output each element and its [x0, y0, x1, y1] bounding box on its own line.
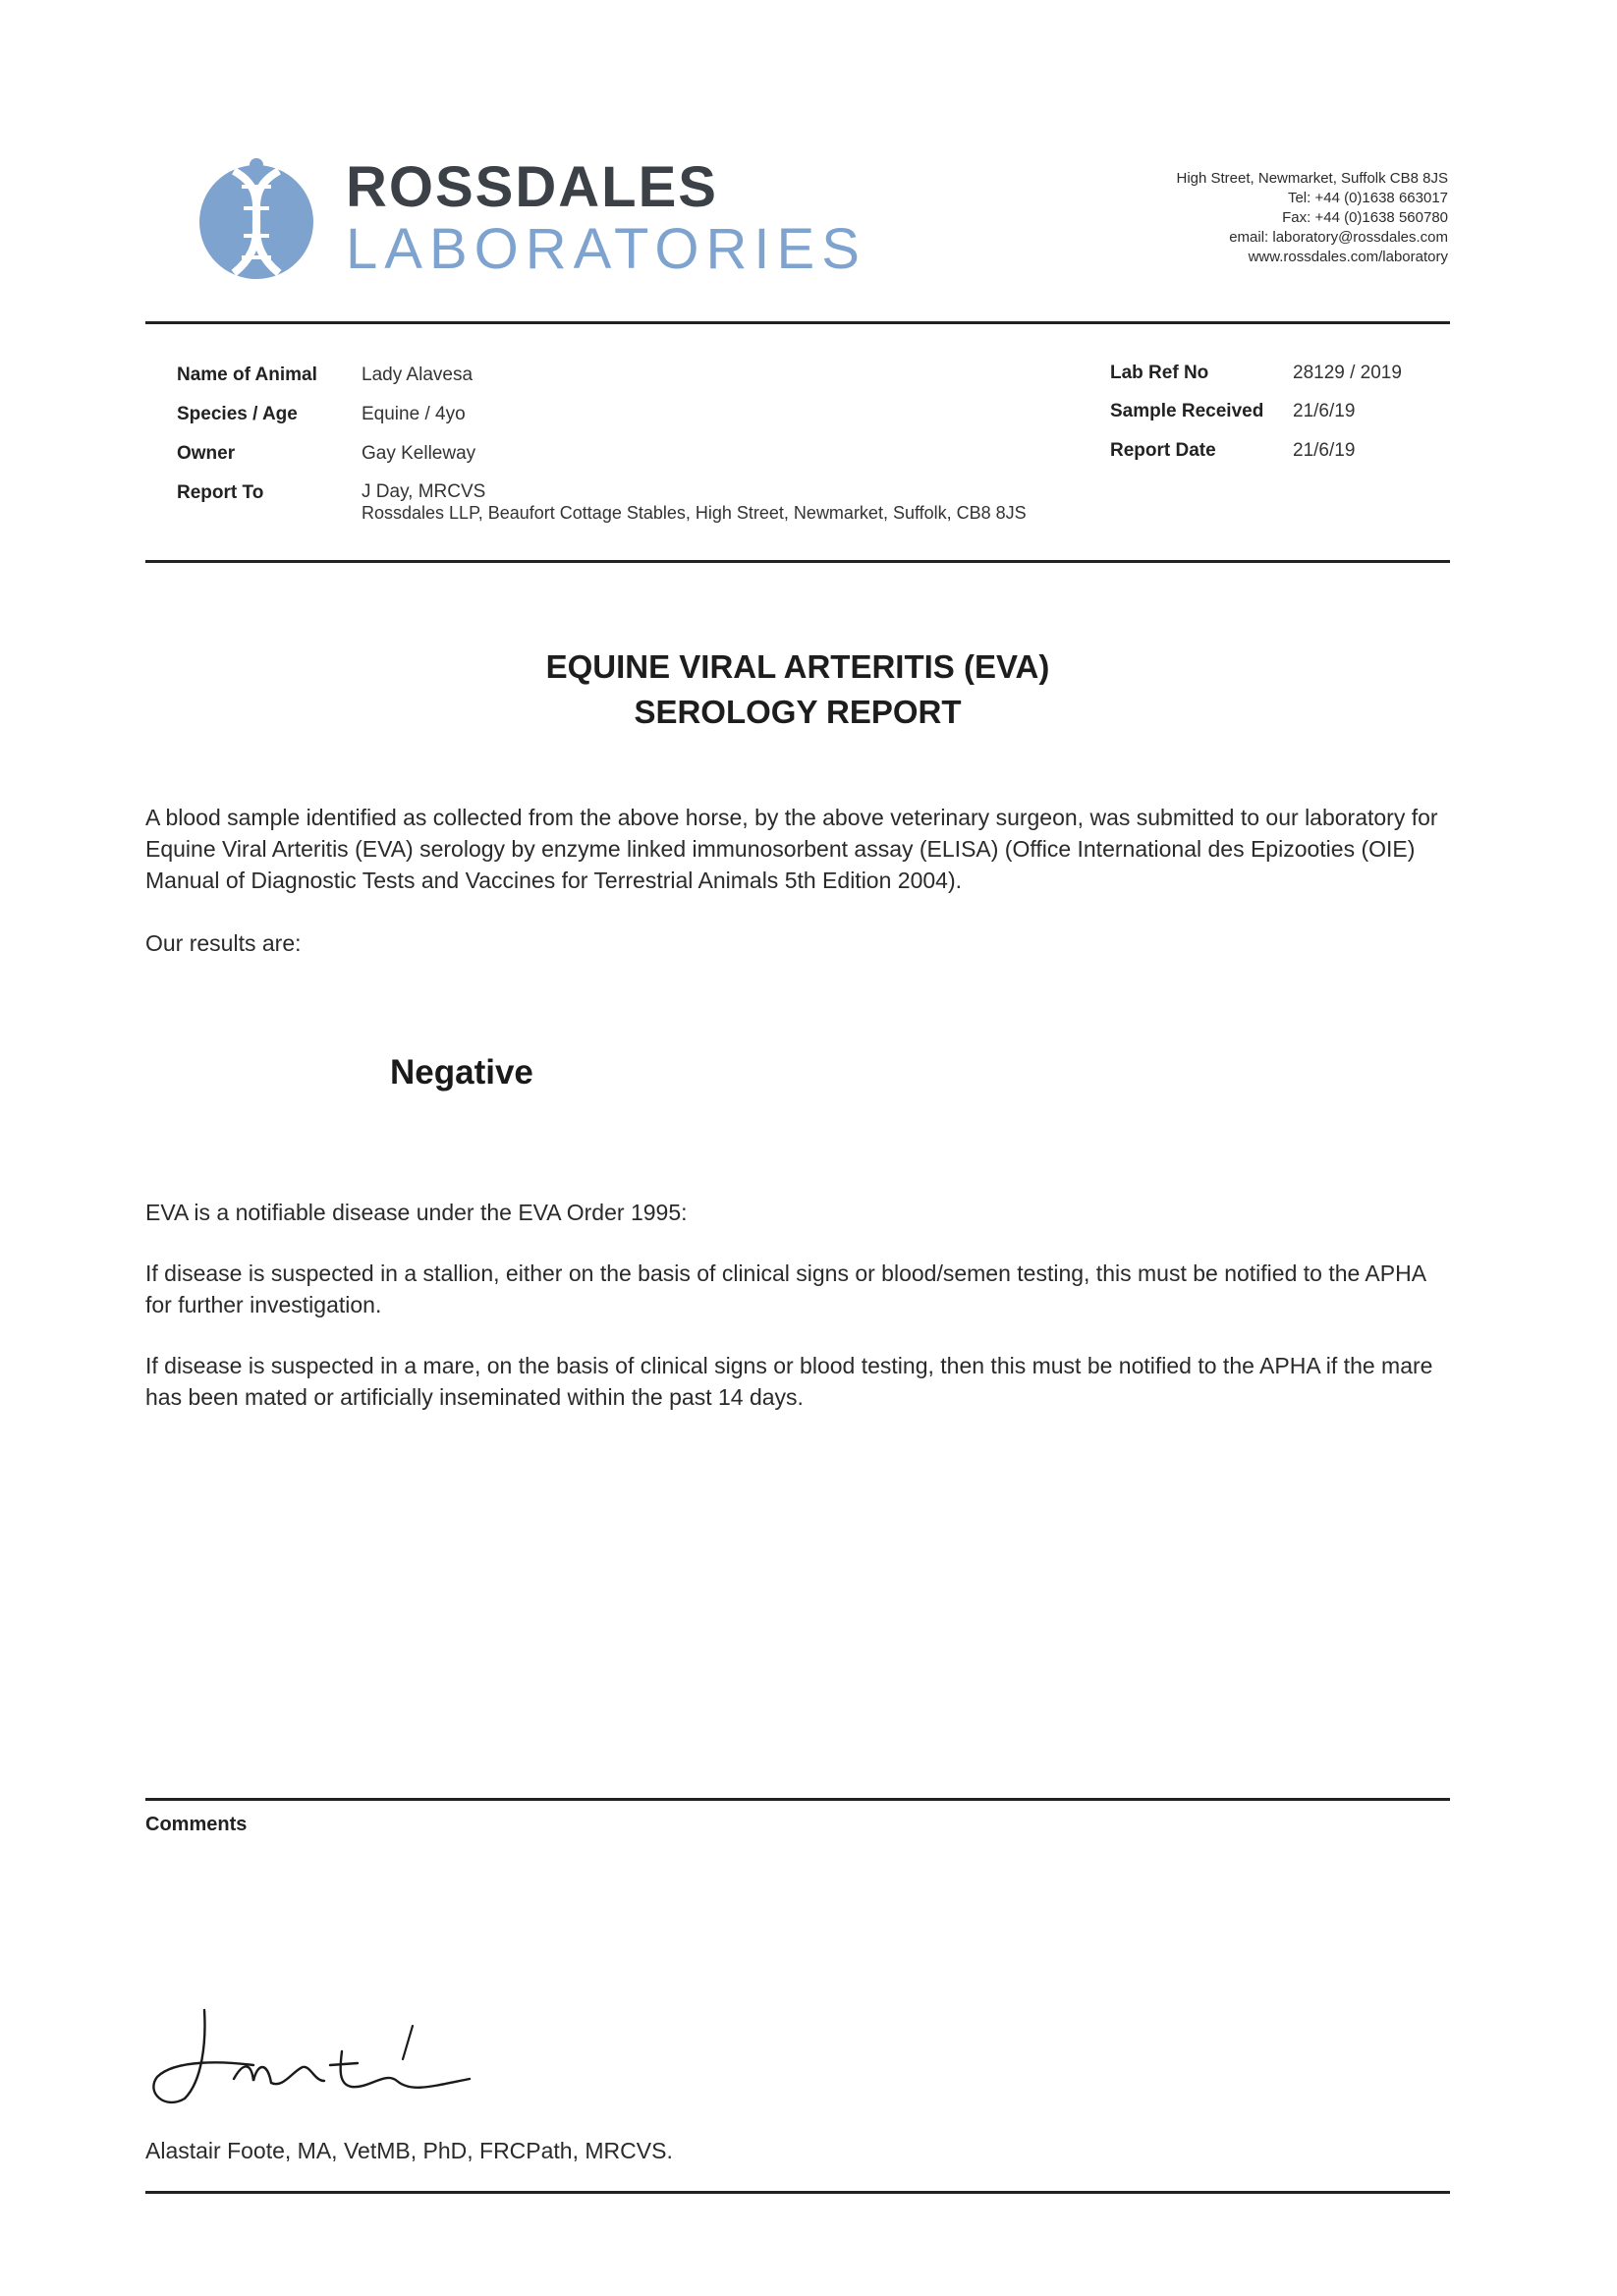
results-lead: Our results are: [145, 930, 302, 956]
notifiable-notice: EVA is a notifiable disease under the EVA Order 1995: [145, 1200, 688, 1225]
name-label: Name of Animal [177, 364, 317, 385]
report-date-label: Report Date [1110, 440, 1216, 461]
brand-name: ROSSDALES [346, 155, 718, 219]
mare-note: If disease is suspected in a mare, on the basis of clinical signs or blood testing, then this must be notified to the APHA if the mare has been mated or artificially inseminated within the past 14 days. [145, 1353, 1433, 1410]
phone: Tel: +44 (0)1638 663017 [1287, 190, 1448, 206]
contact-block [1176, 169, 1448, 267]
report-subtitle: SEROLOGY REPORT [634, 694, 962, 730]
brand-subtitle: LABORATORIES [346, 217, 866, 281]
report-to-label: Report To [177, 482, 264, 503]
website: www.rossdales.com/laboratory [1248, 249, 1448, 265]
sample-received-label: Sample Received [1110, 401, 1264, 421]
owner-value: Gay Kelleway [362, 443, 476, 464]
species-value: Equine / 4yo [362, 404, 466, 424]
signer-name: Alastair Foote, MA, VetMB, PhD, FRCPath, MRCVS. [145, 2138, 673, 2163]
footer-divider [145, 2191, 1450, 2194]
header-divider [145, 321, 1450, 324]
intro-paragraph: A blood sample identified as collected from the above horse, by the above veterinary surgeon, was submitted to our laboratory for Equine Viral Arteritis (EVA) serology by enzyme linked immunosorbent assay (ELISA) (Office International des Epizooties (OIE) Manual of Diagnostic Tests and Vaccines for Terrestrial Animals 5th Edition 2004). [145, 805, 1438, 893]
report-date-value: 21/6/19 [1293, 440, 1356, 461]
fax: Fax: +44 (0)1638 560780 [1282, 209, 1448, 226]
signature [145, 2002, 479, 2110]
report-title: EQUINE VIRAL ARTERITIS (EVA) [545, 648, 1050, 685]
species-label: Species / Age [177, 404, 298, 424]
comments-label: Comments [145, 1814, 248, 1835]
email: email: laboratory@rossdales.com [1229, 229, 1448, 246]
owner-label: Owner [177, 443, 236, 464]
lab-ref-value: 28129 / 2019 [1293, 363, 1402, 383]
report-to-name: J Day, MRCVS [362, 481, 486, 502]
result-value: Negative [390, 1053, 533, 1092]
details-divider [145, 560, 1450, 563]
lab-ref-label: Lab Ref No [1110, 363, 1209, 383]
address: High Street, Newmarket, Suffolk CB8 8JS [1176, 170, 1448, 187]
dna-helix-logo-icon [196, 157, 316, 283]
sample-received-value: 21/6/19 [1293, 401, 1356, 421]
report-to-address: Rossdales LLP, Beaufort Cottage Stables, High Street, Newmarket, Suffolk, CB8 8JS [362, 503, 1027, 523]
name-value: Lady Alavesa [362, 364, 474, 385]
comments-divider [145, 1798, 1450, 1801]
stallion-note: If disease is suspected in a stallion, either on the basis of clinical signs or blood/semen testing, this must be notified to the APHA for further investigation. [145, 1260, 1425, 1317]
